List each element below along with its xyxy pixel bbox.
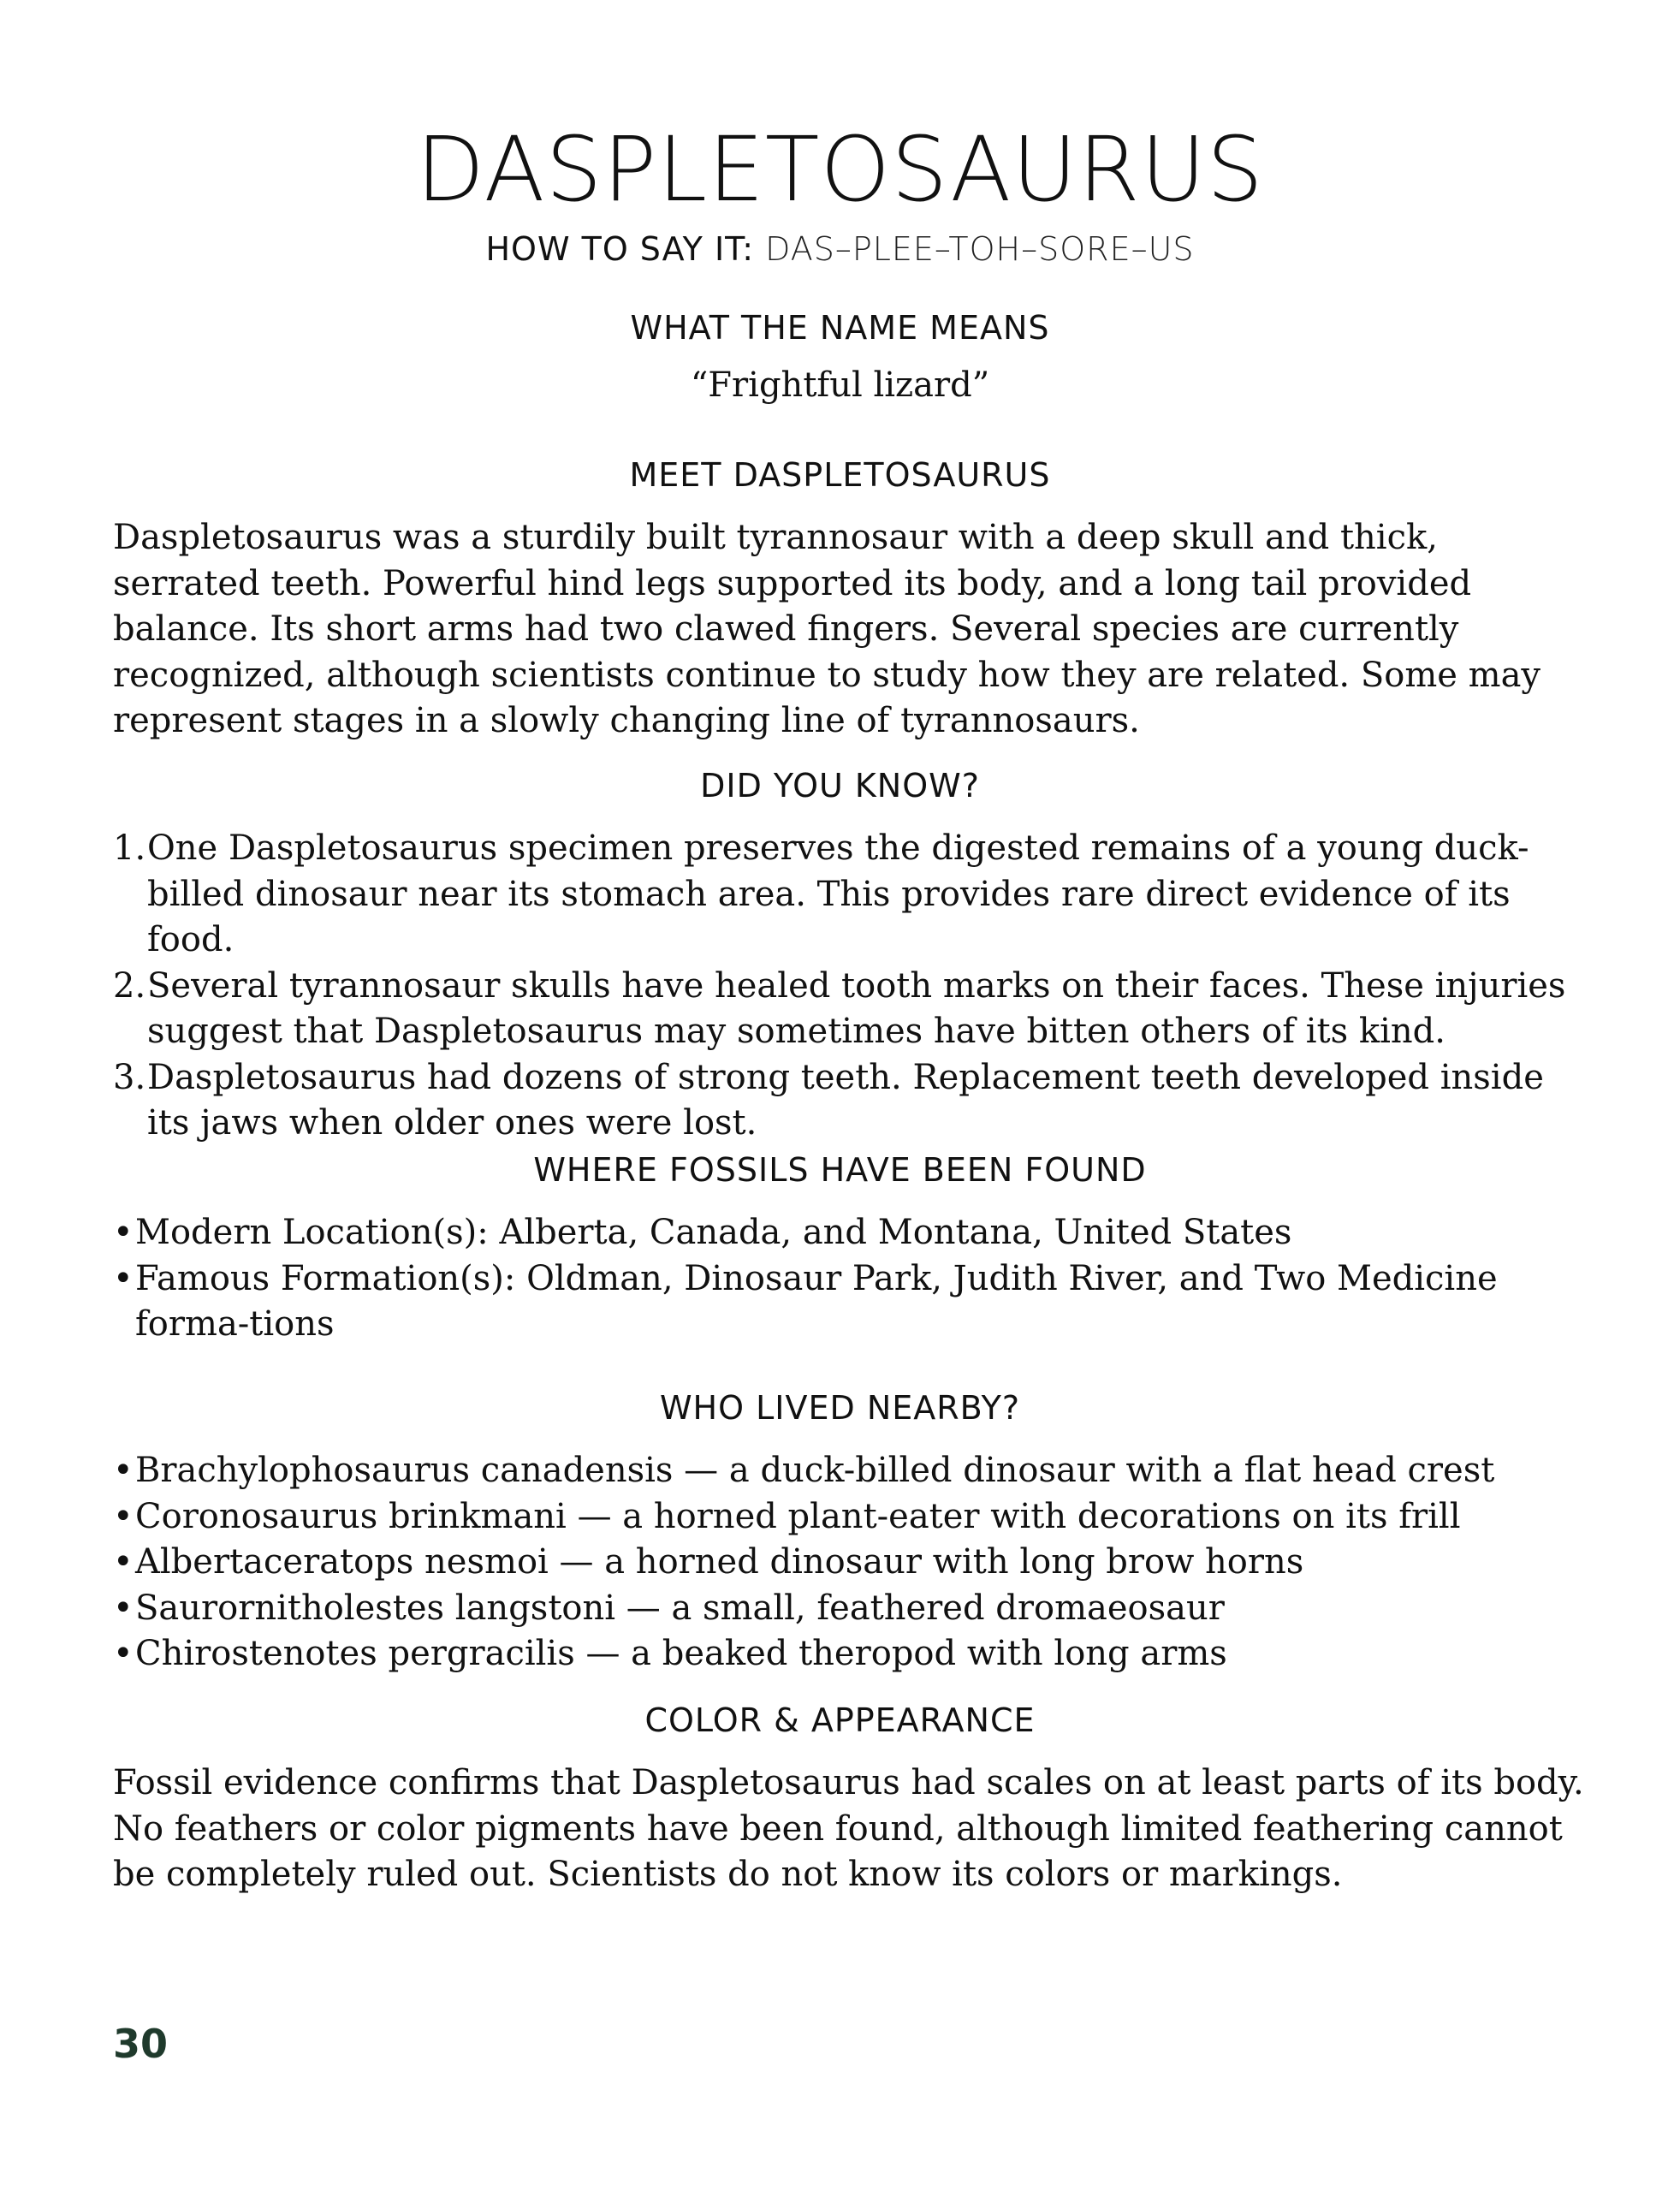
list-item bbox=[113, 1631, 1585, 1677]
list-number: 3. bbox=[113, 1057, 146, 1097]
nearby-heading: WHO LIVED NEARBY? bbox=[659, 1389, 1021, 1427]
list-item bbox=[113, 1210, 1585, 1256]
fossils-heading: WHERE FOSSILS HAVE BEEN FOUND bbox=[533, 1151, 1147, 1189]
bullet: • bbox=[113, 1542, 134, 1582]
meet-paragraph: Daspletosaurus was a sturdily built tyrannosaur with a deep skull and thick, serrated teeth. Powerful hind legs supported its body, and a long tail provided balance. Its short arms had two clawed fingers. Several species are currently recognized, although scientists continue to study how they are related. Some may represent stages in a slowly changing line of tyrannosaurs. bbox=[113, 518, 1541, 740]
list-item bbox=[113, 1448, 1585, 1494]
bullet: • bbox=[113, 1496, 134, 1536]
list-item-text: Albertaceratops nesmoi — a horned dinosaur with long brow horns bbox=[135, 1542, 1304, 1582]
pronunciation-value: DAS–PLEE–TOH–SORE–US bbox=[765, 230, 1195, 268]
list-item-text: Brachylophosaurus canadensis — a duck-billed dinosaur with a flat head crest bbox=[135, 1451, 1495, 1490]
nearby-list bbox=[113, 1448, 1585, 1677]
fossils-list bbox=[113, 1210, 1585, 1348]
list-item bbox=[113, 1256, 1585, 1348]
list-number: 1. bbox=[113, 828, 146, 868]
list-item-text: Modern Location(s): Alberta, Canada, and Montana, United States bbox=[135, 1213, 1292, 1252]
bullet: • bbox=[113, 1588, 134, 1628]
list-item-text: One Daspletosaurus specimen preserves the digested remains of a young duck-billed dinosaur near its stomach area. This provides rare direct evidence of its food. bbox=[147, 828, 1529, 959]
list-item-text: Famous Formation(s): Oldman, Dinosaur Park, Judith River, and Two Medicine forma-tions bbox=[135, 1258, 1498, 1344]
page-number: 30 bbox=[113, 2021, 169, 2067]
appearance-paragraph: Fossil evidence confirms that Daspletosaurus had scales on at least parts of its body. No feathers or color pigments have been found, although limited feathering cannot be completely ruled out. Scientists do not know its colors or markings. bbox=[113, 1763, 1584, 1894]
list-item-text: Saurornitholestes langstoni — a small, feathered dromaeosaur bbox=[135, 1588, 1225, 1628]
page-title: DASPLETOSAURUS bbox=[416, 117, 1264, 222]
bullet: • bbox=[113, 1213, 134, 1252]
meet-heading: MEET DASPLETOSAURUS bbox=[629, 456, 1051, 494]
name-meaning-heading: WHAT THE NAME MEANS bbox=[630, 309, 1050, 347]
pronunciation-label: HOW TO SAY IT: bbox=[485, 230, 755, 268]
list-item-text: Chirostenotes pergracilis — a beaked theropod with long arms bbox=[135, 1634, 1227, 1673]
list-item bbox=[113, 826, 1585, 964]
bullet: • bbox=[113, 1634, 134, 1673]
list-number: 2. bbox=[113, 965, 146, 1006]
list-item bbox=[113, 1540, 1585, 1586]
list-item-text: Coronosaurus brinkmani — a horned plant-eater with decorations on its frill bbox=[135, 1496, 1461, 1536]
list-item bbox=[113, 1494, 1585, 1541]
list-item bbox=[113, 964, 1585, 1055]
pronunciation-line bbox=[0, 228, 1680, 270]
list-item-text: Daspletosaurus had dozens of strong teeth. Replacement teeth developed inside its jaws when older ones were lost. bbox=[147, 1057, 1544, 1143]
list-item-text: Several tyrannosaur skulls have healed tooth marks on their faces. These injuries suggest that Daspletosaurus may sometimes have bitten others of its kind. bbox=[147, 965, 1566, 1051]
bullet: • bbox=[113, 1258, 134, 1298]
appearance-heading: COLOR & APPEARANCE bbox=[644, 1701, 1036, 1739]
did-you-know-heading: DID YOU KNOW? bbox=[700, 767, 980, 805]
did-you-know-list bbox=[113, 826, 1585, 1147]
name-meaning-text: “Frightful lizard” bbox=[690, 365, 990, 405]
list-item bbox=[113, 1586, 1585, 1632]
list-item bbox=[113, 1055, 1585, 1147]
bullet: • bbox=[113, 1451, 134, 1490]
